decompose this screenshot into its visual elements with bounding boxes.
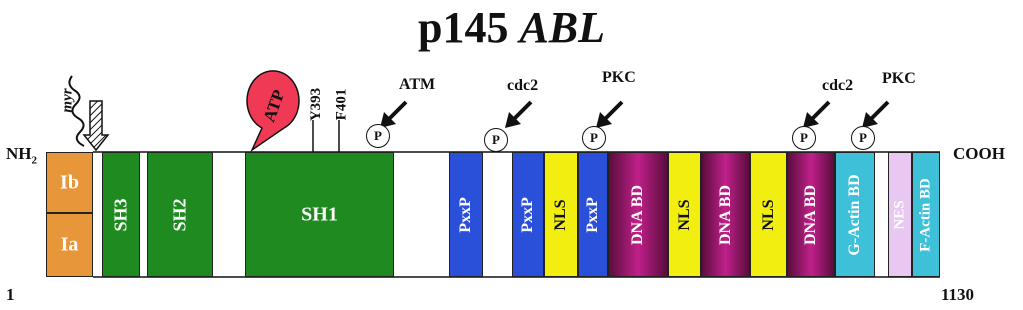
exon-ib-domain: Ib bbox=[46, 152, 93, 213]
f-actin-binding-domain: F-Actin BD bbox=[912, 152, 940, 277]
diagram-title: p145 ABL bbox=[417, 3, 606, 52]
nls-domain: NLS bbox=[668, 152, 701, 277]
nls-domain: NLS bbox=[544, 152, 578, 277]
end-position-label: 1130 bbox=[941, 285, 975, 304]
g-actin-binding-domain: G-Actin BD bbox=[835, 152, 875, 277]
phospho-site-icon: P bbox=[484, 128, 508, 152]
pxxp-domain: PxxP bbox=[512, 152, 544, 277]
nes-domain: NES bbox=[888, 152, 912, 277]
c-terminus-label: COOH bbox=[953, 144, 1005, 163]
kinase-cdc2-label: cdc2 bbox=[822, 77, 854, 94]
phospho-site-icon: P bbox=[582, 126, 606, 150]
kinase-atm-label: ATM bbox=[399, 76, 436, 93]
dna-binding-domain: DNA BD bbox=[701, 152, 750, 277]
f401-label: F401 bbox=[333, 88, 350, 121]
sh3-domain: SH3 bbox=[102, 152, 140, 277]
pxxp-domain: PxxP bbox=[578, 152, 608, 277]
myr-label: myr bbox=[59, 88, 76, 113]
phospho-site-icon: P bbox=[366, 124, 390, 148]
hatched-arrow-icon bbox=[84, 101, 108, 150]
pxxp-domain: PxxP bbox=[449, 152, 483, 277]
kinase-pkc-label: PKC bbox=[602, 69, 636, 86]
nls-domain: NLS bbox=[750, 152, 787, 277]
dna-binding-domain: DNA BD bbox=[608, 152, 668, 277]
sh1-kinase-domain: SH1 bbox=[245, 152, 394, 277]
exon-ia-domain: Ia bbox=[46, 213, 93, 277]
sh2-domain: SH2 bbox=[147, 152, 213, 277]
y393-label: Y393 bbox=[308, 87, 325, 122]
atp-label: ATP bbox=[259, 87, 289, 125]
phospho-site-icon: P bbox=[851, 126, 875, 150]
dna-binding-domain: DNA BD bbox=[787, 152, 835, 277]
start-position-label: 1 bbox=[6, 285, 15, 304]
n-terminus-label: $NH_2$ bbox=[6, 144, 37, 167]
kinase-pkc-label: PKC bbox=[882, 70, 916, 87]
phospho-site-icon: P bbox=[792, 126, 816, 150]
kinase-cdc2-label: cdc2 bbox=[507, 77, 539, 94]
